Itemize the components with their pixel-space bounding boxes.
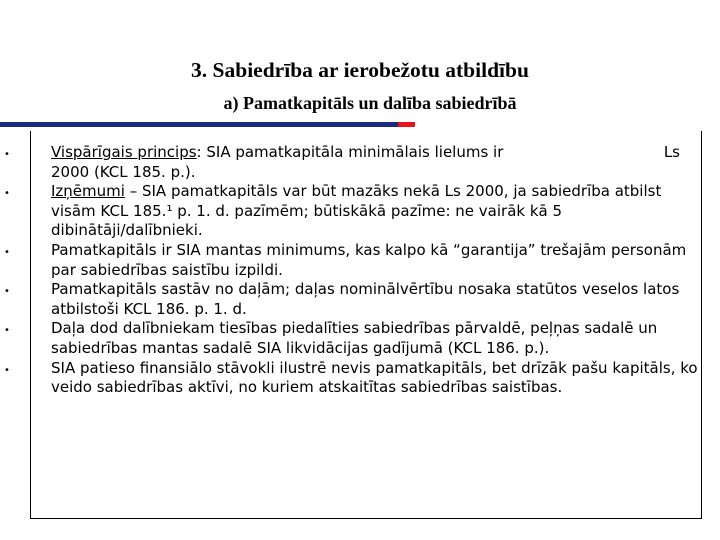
bullet-text: Pamatkapitāls ir SIA mantas minimums, kas kalpo kā “garantija” trešajām personām par sabiedrības saistību izpildi. — [51, 240, 687, 279]
bullet-dot-icon: • — [4, 364, 10, 376]
bullet-text: : SIA pamatkapitāla minimālais lielums ir — [196, 143, 504, 161]
slide-title: 3. Sabiedrība ar ierobežotu atbildību — [191, 58, 529, 82]
bullet-text-continued: 2000 (KCL 185. p.). — [51, 162, 196, 181]
bullet-text: SIA patieso finansiālo stāvokli ilustrē nevis pamatkapitāls, bet drīzāk pašu kapitāls, ko veido sabiedrības aktīvi, no kuriem atskaitītas sabiedrības saistības. — [51, 358, 698, 397]
bullet-text: Daļa dod dalībniekam tiesības piedalīties sabiedrības pārvaldē, peļņas sadalē un sabiedrības mantas sadalē SIA likvidācijas gadījumā (KCL 186. p.). — [51, 319, 658, 357]
bullet-list — [0, 143, 712, 398]
accent-bar-red — [398, 122, 415, 127]
bullet-text: – SIA pamatkapitāls var būt mazāks nekā Ls 2000, ja sabiedrība atbilst visām KCL 185.¹ p. 1. d. pazīmēm; būtiskākā pazīme: ne vairāk kā 5 dibinātāji/dalībnieki. — [51, 182, 662, 240]
bullet-dot-icon: • — [4, 188, 10, 200]
bullet-lead-label: Izņēmumi — [51, 182, 125, 201]
accent-bar-navy — [0, 122, 398, 127]
bullet-dot-icon: • — [4, 325, 10, 337]
bullet-text: Pamatkapitāls sastāv no daļām; daļas nominālvērtību nosaka statūtos veselos latos atbilstoši KCL 186. p. 1. d. — [51, 280, 680, 318]
bullet-item — [0, 143, 712, 182]
bullet-item — [0, 319, 712, 358]
slide-subtitle: a) Pamatkapitāls un dalība sabiedrībā — [223, 93, 517, 113]
bullet-item — [0, 359, 712, 398]
bullet-item — [0, 280, 712, 319]
bullet-item — [0, 182, 712, 241]
bullet-dot-icon: • — [4, 246, 10, 258]
bullet-lead-label: Vispārīgais princips — [51, 143, 197, 161]
currency-label: Ls — [663, 143, 680, 161]
bullet-item — [0, 241, 712, 280]
bullet-dot-icon: • — [4, 286, 10, 298]
bullet-dot-icon: • — [4, 149, 10, 160]
